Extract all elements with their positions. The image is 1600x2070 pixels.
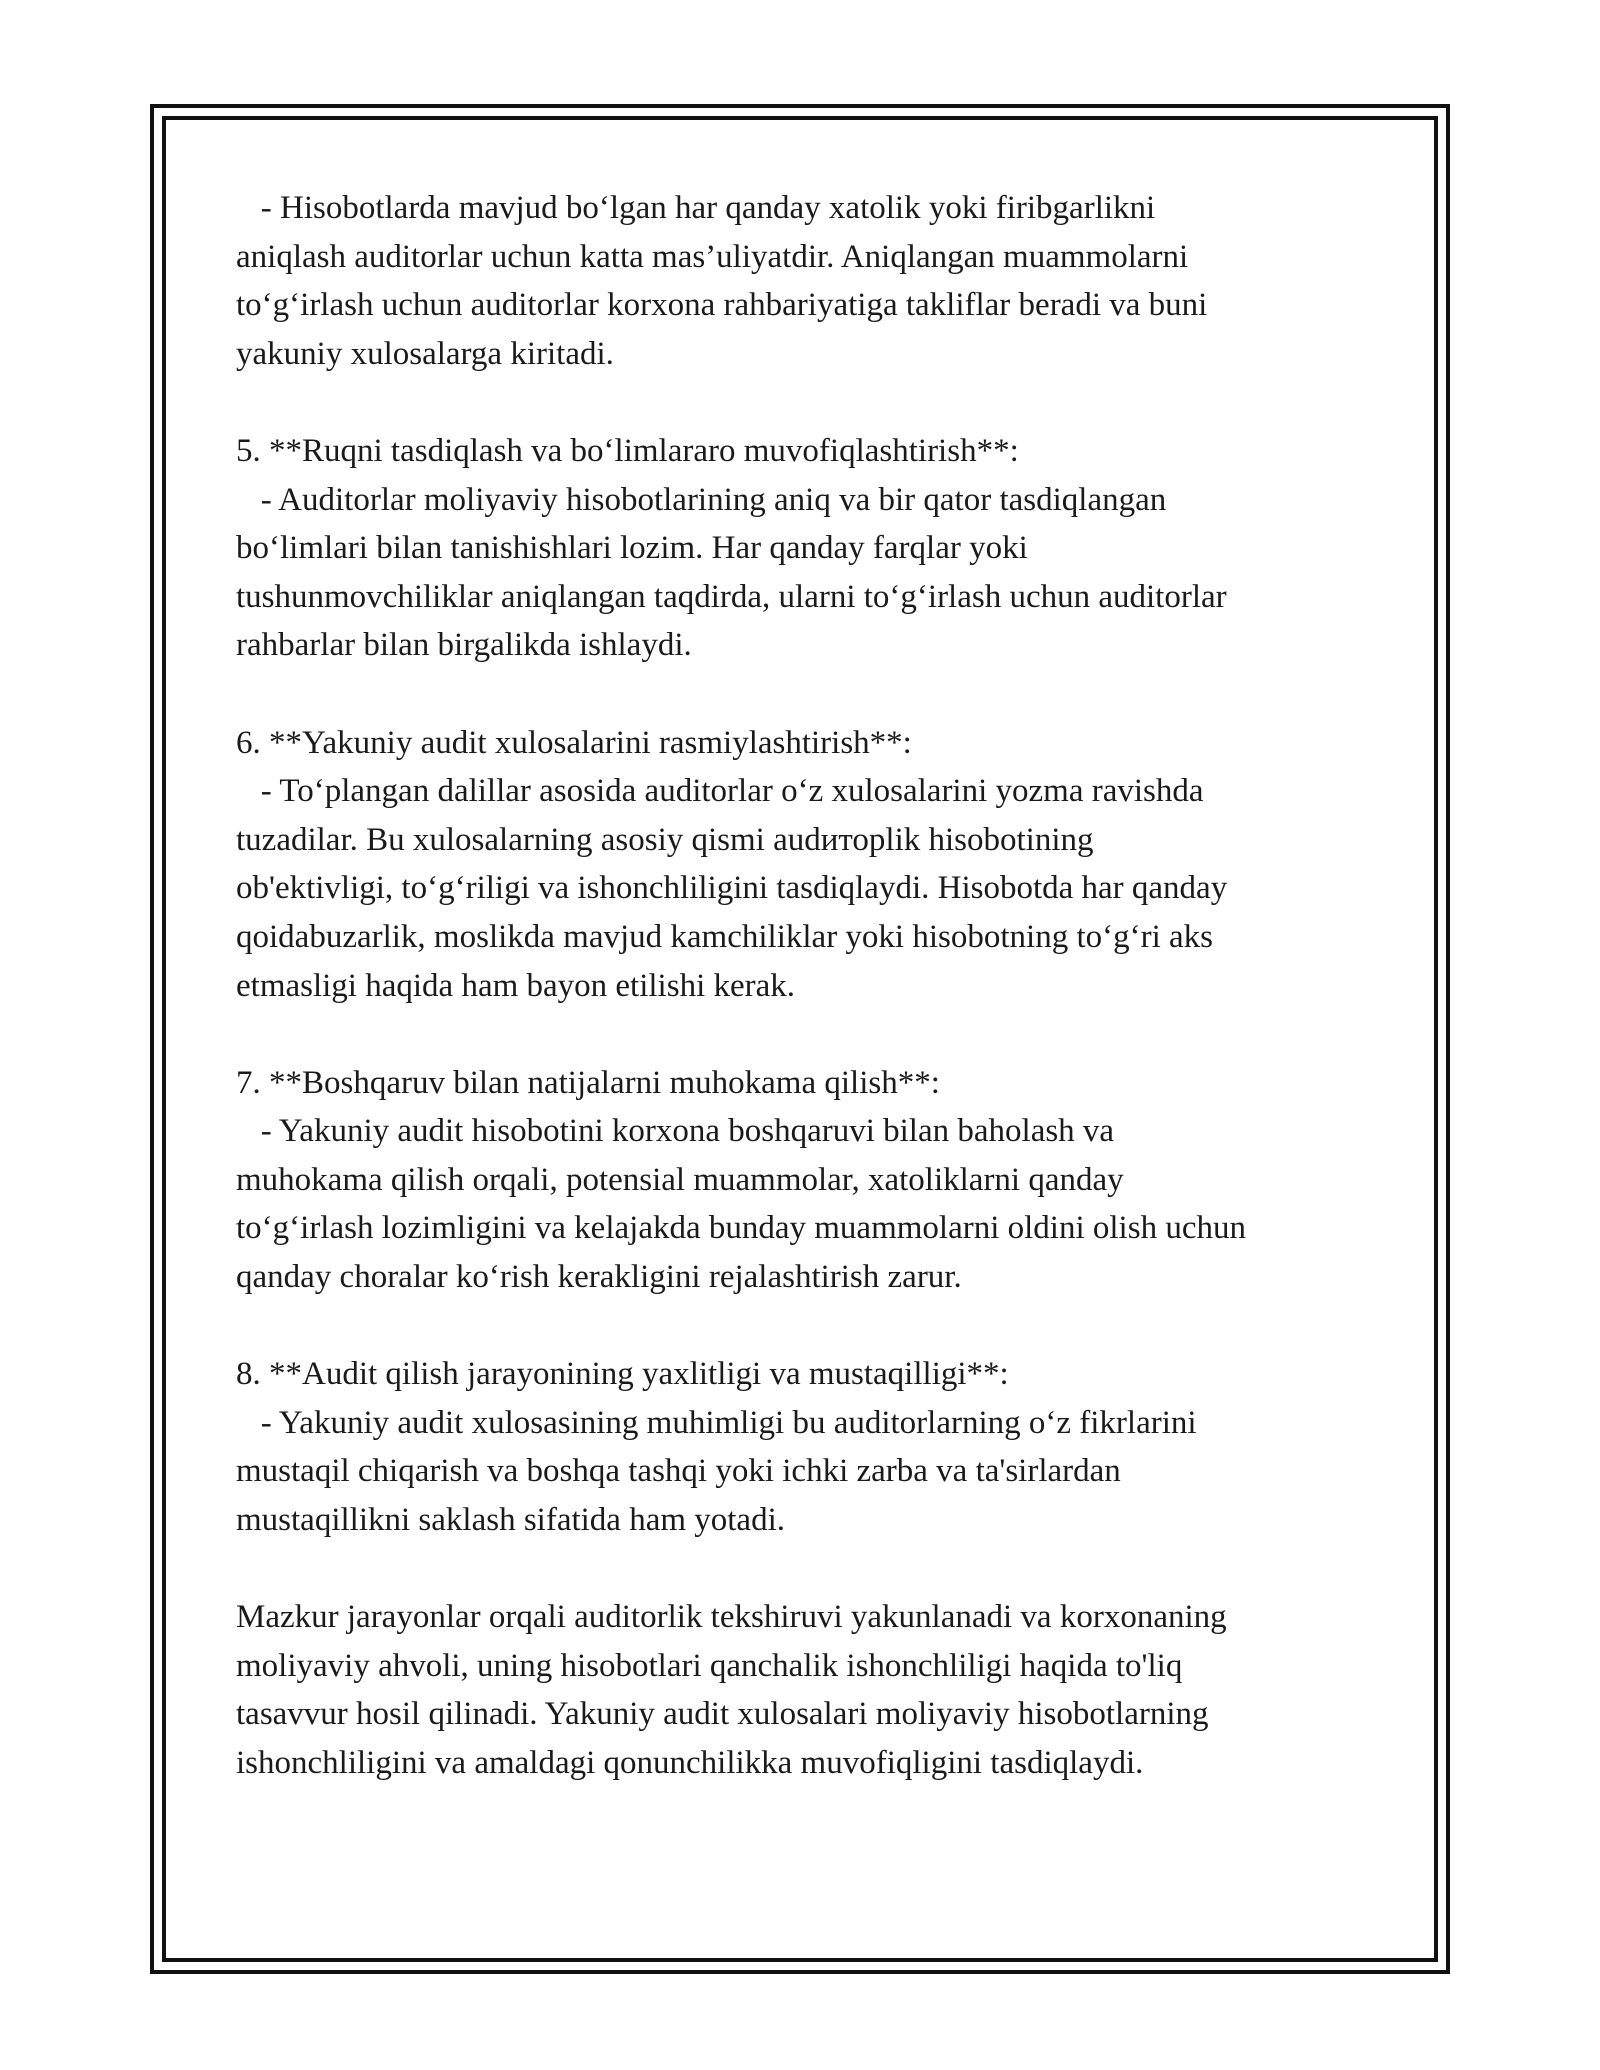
text-line: qoidabuzarlik, moslikda mavjud kamchiliklar yoki hisobotning to‘g‘ri aks	[236, 918, 1213, 955]
text-line: etmasligi haqida ham bayon etilishi kerak.	[236, 967, 796, 1004]
text-line: tasavvur hosil qilinadi. Yakuniy audit xulosalari moliyaviy hisobotlarning	[236, 1696, 1209, 1733]
list-item-6	[236, 719, 1366, 1011]
list-item-7	[236, 1059, 1366, 1302]
document-body	[236, 184, 1366, 1788]
text-line: aniqlash auditorlar uchun katta mas’uliyatdir. Aniqlangan muammolarni	[236, 238, 1189, 275]
text-line: - Yakuniy audit xulosasining muhimligi bu auditorlarning o‘z fikrlarini	[236, 1404, 1197, 1441]
text-line: yakuniy xulosalarga kiritadi.	[236, 335, 614, 372]
text-line: tuzadilar. Bu xulosalarning asosiy qismi audиторlik hisobotining	[236, 821, 1094, 858]
text-line: muhokama qilish orqali, potensial muammolar, xatoliklarni qanday	[236, 1161, 1124, 1198]
text-line: - To‘plangan dalillar asosida auditorlar o‘z xulosalarini yozma ravishda	[236, 773, 1204, 810]
text-line: tushunmovchiliklar aniqlangan taqdirda, ularni to‘g‘irlash uchun auditorlar	[236, 578, 1227, 615]
text-line: - Auditorlar moliyaviy hisobotlarining aniq va bir qator tasdiqlangan	[236, 481, 1167, 518]
list-item-5	[236, 427, 1366, 670]
text-line: mustaqillikni saklash sifatida ham yotadi.	[236, 1502, 785, 1539]
text-line: to‘g‘irlash uchun auditorlar korxona rahbariyatiga takliflar beradi va buni	[236, 287, 1208, 324]
text-line: Mazkur jarayonlar orqali auditorlik tekshiruvi yakunlanadi va korxonaning	[236, 1599, 1227, 1636]
list-item-heading: 5. **Ruqni tasdiqlash va bo‘limlararo muvofiqlashtirish**:	[236, 432, 1019, 469]
conclusion-paragraph	[236, 1593, 1366, 1787]
text-line: mustaqil chiqarish va boshqa tashqi yoki ichki zarba va ta'sirlardan	[236, 1453, 1121, 1490]
text-line: to‘g‘irlash lozimligini va kelajakda bunday muammolarni oldini olish uchun	[236, 1210, 1246, 1247]
list-item-heading: 8. **Audit qilish jarayonining yaxlitligi va mustaqilligi**:	[236, 1356, 1009, 1393]
text-line: ob'ektivligi, to‘g‘riligi va ishonchliligini tasdiqlaydi. Hisobotda har qanday	[236, 870, 1228, 907]
text-line: - Hisobotlarda mavjud bo‘lgan har qanday xatolik yoki firibgarlikni	[236, 190, 1156, 226]
list-item-8	[236, 1350, 1366, 1544]
list-item-heading: 6. **Yakuniy audit xulosalarini rasmiylashtirish**:	[236, 724, 912, 761]
text-line: moliyaviy ahvoli, uning hisobotlari qanchalik ishonchliligi haqida to'liq	[236, 1647, 1183, 1684]
list-item-heading: 7. **Boshqaruv bilan natijalarni muhokama qilish**:	[236, 1064, 940, 1101]
text-line: ishonchliligini va amaldagi qonunchilikka muvofiqligini tasdiqlaydi.	[236, 1745, 1144, 1781]
text-line: bo‘limlari bilan tanishishlari lozim. Har qanday farqlar yoki	[236, 530, 1028, 567]
text-line: - Yakuniy audit hisobotini korxona boshqaruvi bilan baholash va	[236, 1113, 1115, 1150]
text-line: rahbarlar bilan birgalikda ishlaydi.	[236, 627, 692, 664]
paragraph-continuation	[236, 184, 1366, 378]
text-line: qanday choralar ko‘rish kerakligini rejalashtirish zarur.	[236, 1259, 962, 1296]
